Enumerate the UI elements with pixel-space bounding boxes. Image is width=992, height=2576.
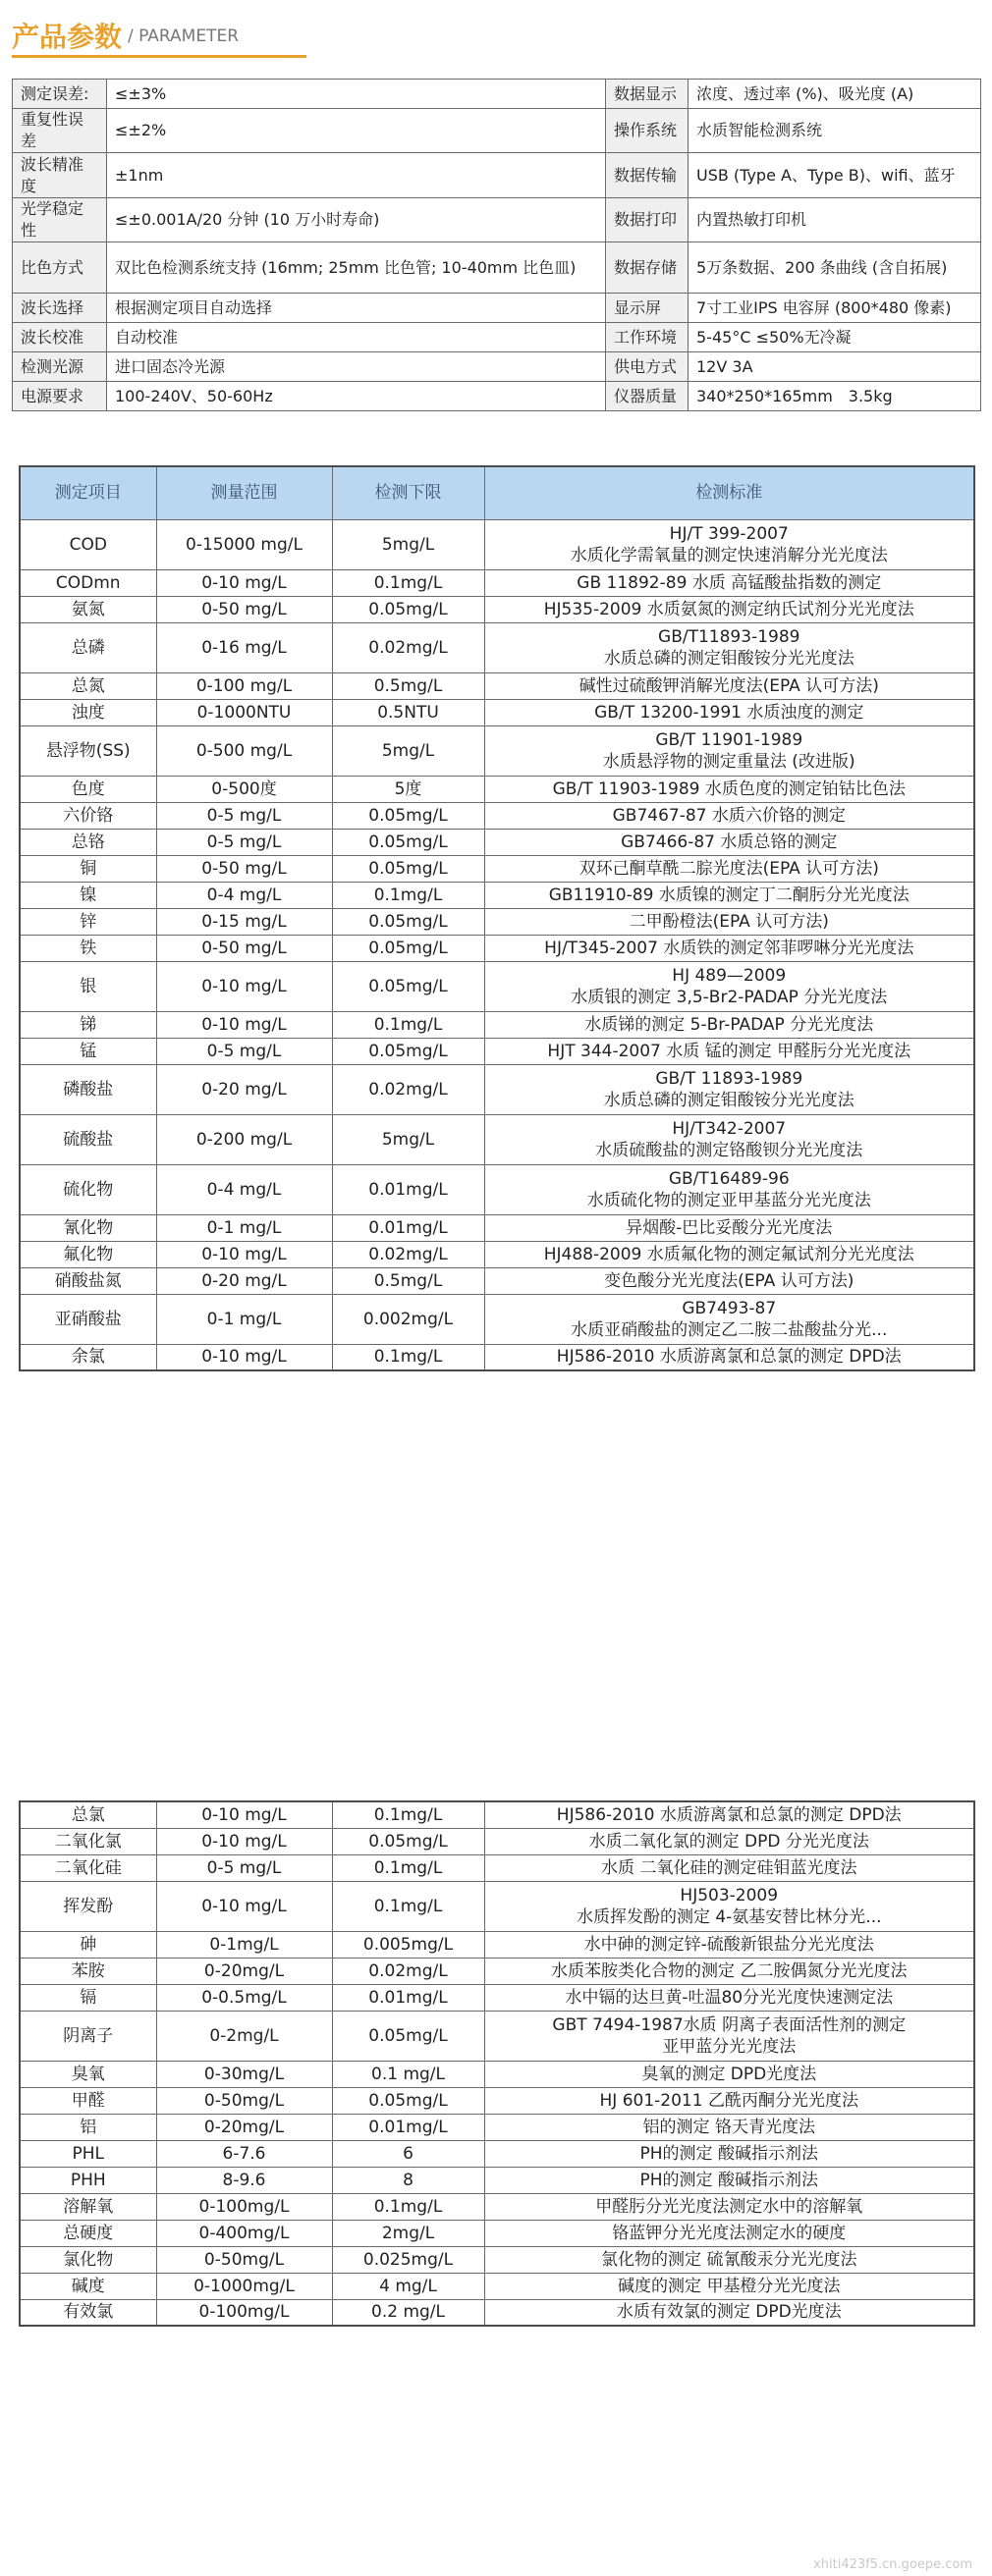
parameter-row xyxy=(13,80,981,109)
measure-range: 0-0.5mg/L xyxy=(156,1984,332,2011)
detection-limit: 0.02mg/L xyxy=(332,622,484,672)
standards-row xyxy=(20,1344,974,1370)
test-standard-line: GB7493-87 xyxy=(682,1298,777,1318)
parameter-value: 5-45°C ≤50%无冷凝 xyxy=(689,323,981,352)
parameter-value: ≤±3% xyxy=(107,80,606,109)
parameter-value: 5万条数据、200 条曲线 (含自拓展) xyxy=(689,242,981,294)
test-standard-line: HJ 489—2009 xyxy=(672,965,787,986)
test-standard-line: 水质亚硝酸盐的测定乙二胺二盐酸盐分光... xyxy=(571,1319,888,1340)
item-name: 余氯 xyxy=(20,1344,156,1370)
detection-limit: 0.01mg/L xyxy=(332,2114,484,2140)
detection-limit: 0.05mg/L xyxy=(332,1038,484,1064)
standards-row xyxy=(20,1214,974,1241)
test-standard xyxy=(484,519,974,569)
standards-row xyxy=(20,2299,974,2326)
standards-row xyxy=(20,1801,974,1828)
parameter-value: ≤±0.001A/20 分钟 (10 万小时寿命) xyxy=(107,198,606,242)
test-standard xyxy=(484,2011,974,2061)
test-standard: 水中镉的达旦黄-吐温80分光光度快速测定法 xyxy=(484,1984,974,2011)
test-standard: HJ535-2009 水质氨氮的测定纳氏试剂分光光度法 xyxy=(484,596,974,622)
standards-row xyxy=(20,1931,974,1958)
measure-range: 0-1000NTU xyxy=(156,699,332,725)
test-standard: 二甲酚橙法(EPA 认可方法) xyxy=(484,908,974,935)
standards-row xyxy=(20,1114,974,1164)
item-name: 总铬 xyxy=(20,829,156,855)
detection-limit: 0.1mg/L xyxy=(332,2193,484,2220)
measure-range: 0-5 mg/L xyxy=(156,1038,332,1064)
test-standard: 甲醛肟分光光度法测定水中的溶解氧 xyxy=(484,2193,974,2220)
test-standard: 双环己酮草酰二腙光度法(EPA 认可方法) xyxy=(484,855,974,882)
standards-table-2 xyxy=(19,1800,975,2327)
test-standard: HJT 344-2007 水质 锰的测定 甲醛肟分光光度法 xyxy=(484,1038,974,1064)
item-name: 总氯 xyxy=(20,1801,156,1828)
parameter-row xyxy=(13,198,981,242)
test-standard-line: GB/T16489-96 xyxy=(668,1168,790,1189)
measure-range: 0-10 mg/L xyxy=(156,569,332,596)
test-standard xyxy=(484,961,974,1011)
standards-row xyxy=(20,882,974,908)
detection-limit: 0.2 mg/L xyxy=(332,2299,484,2326)
test-standard: 水质 二氧化硅的测定硅钼蓝光度法 xyxy=(484,1854,974,1881)
standards-table-1 xyxy=(19,465,975,1371)
detection-limit: 0.002mg/L xyxy=(332,1294,484,1344)
parameter-label: 操作系统 xyxy=(606,109,689,153)
test-standard: GB7466-87 水质总铬的测定 xyxy=(484,829,974,855)
test-standard-line: 水质总磷的测定钼酸铵分光光度法 xyxy=(603,648,854,669)
measure-range: 0-20 mg/L xyxy=(156,1267,332,1294)
measure-range: 0-20mg/L xyxy=(156,1958,332,1984)
detection-limit: 2mg/L xyxy=(332,2220,484,2246)
measure-range: 0-50mg/L xyxy=(156,2246,332,2273)
standards-row xyxy=(20,1164,974,1214)
item-name: 亚硝酸盐 xyxy=(20,1294,156,1344)
item-name: 氨氮 xyxy=(20,596,156,622)
parameter-label: 波长选择 xyxy=(13,294,107,323)
item-name: CODmn xyxy=(20,569,156,596)
detection-limit: 0.025mg/L xyxy=(332,2246,484,2273)
standards-row xyxy=(20,776,974,802)
standards-row xyxy=(20,725,974,776)
detection-limit: 0.05mg/L xyxy=(332,802,484,829)
standards-header-row xyxy=(20,466,974,519)
measure-range: 0-10 mg/L xyxy=(156,1801,332,1828)
standards-row xyxy=(20,1828,974,1854)
detection-limit: 0.05mg/L xyxy=(332,935,484,961)
standards-row xyxy=(20,935,974,961)
test-standard: 水质有效氯的测定 DPD光度法 xyxy=(484,2299,974,2326)
standards-row xyxy=(20,2061,974,2087)
detection-limit: 0.05mg/L xyxy=(332,908,484,935)
test-standard: 氯化物的测定 硫氰酸汞分光光度法 xyxy=(484,2246,974,2273)
item-name: 锌 xyxy=(20,908,156,935)
test-standard: 铬蓝钾分光光度法测定水的硬度 xyxy=(484,2220,974,2246)
detection-limit: 5mg/L xyxy=(332,1114,484,1164)
parameter-value: 340*250*165mm 3.5kg xyxy=(689,382,981,411)
standards-row xyxy=(20,1881,974,1931)
measure-range: 0-100mg/L xyxy=(156,2299,332,2326)
parameter-table xyxy=(12,79,981,411)
measure-range: 0-500 mg/L xyxy=(156,725,332,776)
item-name: 锑 xyxy=(20,1011,156,1038)
standards-row xyxy=(20,1958,974,1984)
item-name: 溶解氧 xyxy=(20,2193,156,2220)
parameter-value: 自动校准 xyxy=(107,323,606,352)
title-en: / PARAMETER xyxy=(128,27,240,46)
parameter-value: 进口固态冷光源 xyxy=(107,352,606,382)
measure-range: 0-500度 xyxy=(156,776,332,802)
item-name: PHL xyxy=(20,2140,156,2167)
test-standard: 水质锑的测定 5-Br-PADAP 分光光度法 xyxy=(484,1011,974,1038)
standards-row xyxy=(20,2167,974,2193)
test-standard: PH的测定 酸碱指示剂法 xyxy=(484,2167,974,2193)
test-standard: 臭氧的测定 DPD光度法 xyxy=(484,2061,974,2087)
parameter-label: 数据存储 xyxy=(606,242,689,294)
measure-range: 0-5 mg/L xyxy=(156,1854,332,1881)
item-name: 二氧化氯 xyxy=(20,1828,156,1854)
detection-limit: 0.1mg/L xyxy=(332,1801,484,1828)
measure-range: 0-50mg/L xyxy=(156,2087,332,2114)
item-name: 挥发酚 xyxy=(20,1881,156,1931)
standards-row xyxy=(20,1241,974,1267)
test-standard: 水质二氧化氯的测定 DPD 分光光度法 xyxy=(484,1828,974,1854)
parameter-label: 波长精准度 xyxy=(13,153,107,198)
parameter-value: ±1nm xyxy=(107,153,606,198)
standards-row xyxy=(20,2273,974,2299)
parameter-row xyxy=(13,352,981,382)
test-standard: HJ586-2010 水质游离氯和总氯的测定 DPD法 xyxy=(484,1344,974,1370)
parameter-label: 数据打印 xyxy=(606,198,689,242)
item-name: 苯胺 xyxy=(20,1958,156,1984)
standards-row xyxy=(20,961,974,1011)
standards-row xyxy=(20,2011,974,2061)
item-name: 色度 xyxy=(20,776,156,802)
standards-row xyxy=(20,1854,974,1881)
standards-row xyxy=(20,519,974,569)
test-standard: GB/T 11903-1989 水质色度的测定铂钴比色法 xyxy=(484,776,974,802)
detection-limit: 0.1mg/L xyxy=(332,1344,484,1370)
test-standard: GB 11892-89 水质 高锰酸盐指数的测定 xyxy=(484,569,974,596)
test-standard xyxy=(484,725,974,776)
item-name: 有效氯 xyxy=(20,2299,156,2326)
item-name: 硫化物 xyxy=(20,1164,156,1214)
detection-limit: 0.1mg/L xyxy=(332,569,484,596)
parameter-value: USB (Type A、Type B)、wifi、蓝牙 xyxy=(689,153,981,198)
test-standard-line: 水质总磷的测定钼酸铵分光光度法 xyxy=(603,1090,854,1110)
parameter-value: 7寸工业IPS 电容屏 (800*480 像素) xyxy=(689,294,981,323)
test-standard: 水质苯胺类化合物的测定 乙二胺偶氮分光光度法 xyxy=(484,1958,974,1984)
test-standard-line: 水质悬浮物的测定重量法 (改进版) xyxy=(602,751,855,772)
parameter-row xyxy=(13,382,981,411)
measure-range: 0-10 mg/L xyxy=(156,1011,332,1038)
parameter-label: 供电方式 xyxy=(606,352,689,382)
test-standard xyxy=(484,1881,974,1931)
item-name: 浊度 xyxy=(20,699,156,725)
parameter-value: 双比色检测系统支持 (16mm; 25mm 比色管; 10-40mm 比色皿) xyxy=(107,242,606,294)
item-name: 铜 xyxy=(20,855,156,882)
detection-limit: 0.5NTU xyxy=(332,699,484,725)
detection-limit: 0.05mg/L xyxy=(332,1828,484,1854)
measure-range: 0-30mg/L xyxy=(156,2061,332,2087)
standards-row xyxy=(20,802,974,829)
measure-range: 0-50 mg/L xyxy=(156,855,332,882)
measure-range: 0-5 mg/L xyxy=(156,802,332,829)
standards-row xyxy=(20,1011,974,1038)
item-name: 铁 xyxy=(20,935,156,961)
item-name: 氯化物 xyxy=(20,2246,156,2273)
measure-range: 0-100mg/L xyxy=(156,2193,332,2220)
test-standard: HJ488-2009 水质氟化物的测定氟试剂分光光度法 xyxy=(484,1241,974,1267)
standards-row xyxy=(20,2220,974,2246)
parameter-value: 水质智能检测系统 xyxy=(689,109,981,153)
item-name: 总磷 xyxy=(20,622,156,672)
standards-row xyxy=(20,569,974,596)
test-standard-line: 水质硫化物的测定亚甲基蓝分光光度法 xyxy=(586,1190,871,1210)
measure-range: 0-200 mg/L xyxy=(156,1114,332,1164)
measure-range: 0-1mg/L xyxy=(156,1931,332,1958)
parameter-label: 电源要求 xyxy=(13,382,107,411)
title-cn: 产品参数 xyxy=(12,21,123,53)
measure-range: 0-1 mg/L xyxy=(156,1294,332,1344)
measure-range: 0-10 mg/L xyxy=(156,961,332,1011)
parameter-label: 波长校准 xyxy=(13,323,107,352)
test-standard: 铝的测定 铬天青光度法 xyxy=(484,2114,974,2140)
test-standard xyxy=(484,1294,974,1344)
detection-limit: 0.01mg/L xyxy=(332,1214,484,1241)
parameter-value: 12V 3A xyxy=(689,352,981,382)
parameter-label: 检测光源 xyxy=(13,352,107,382)
item-name: 阴离子 xyxy=(20,2011,156,2061)
detection-limit: 0.05mg/L xyxy=(332,2087,484,2114)
measure-range: 0-2mg/L xyxy=(156,2011,332,2061)
standards-row xyxy=(20,2246,974,2273)
test-standard: HJ/T345-2007 水质铁的测定邻菲啰啉分光光度法 xyxy=(484,935,974,961)
measure-range: 0-10 mg/L xyxy=(156,1344,332,1370)
detection-limit: 5度 xyxy=(332,776,484,802)
measure-range: 0-1000mg/L xyxy=(156,2273,332,2299)
test-standard: 变色酸分光光度法(EPA 认可方法) xyxy=(484,1267,974,1294)
standards-row xyxy=(20,596,974,622)
measure-range: 6-7.6 xyxy=(156,2140,332,2167)
measure-range: 0-4 mg/L xyxy=(156,1164,332,1214)
test-standard-line: HJ/T342-2007 xyxy=(672,1118,787,1139)
measure-range: 0-5 mg/L xyxy=(156,829,332,855)
parameter-value: 100-240V、50-60Hz xyxy=(107,382,606,411)
detection-limit: 0.1mg/L xyxy=(332,1011,484,1038)
measure-range: 0-50 mg/L xyxy=(156,596,332,622)
item-name: 悬浮物(SS) xyxy=(20,725,156,776)
header-range: 测量范围 xyxy=(156,466,332,519)
test-standard: GB11910-89 水质镍的测定丁二酮肟分光光度法 xyxy=(484,882,974,908)
detection-limit: 0.05mg/L xyxy=(332,961,484,1011)
standards-row xyxy=(20,2087,974,2114)
item-name: 锰 xyxy=(20,1038,156,1064)
item-name: 磷酸盐 xyxy=(20,1064,156,1114)
test-standard-line: GB/T 11901-1989 xyxy=(655,729,803,750)
section-title xyxy=(12,10,306,59)
detection-limit: 0.02mg/L xyxy=(332,1958,484,1984)
standards-row xyxy=(20,672,974,699)
test-standard xyxy=(484,1114,974,1164)
parameter-value: ≤±2% xyxy=(107,109,606,153)
measure-range: 0-15 mg/L xyxy=(156,908,332,935)
detection-limit: 4 mg/L xyxy=(332,2273,484,2299)
parameter-label: 光学稳定性 xyxy=(13,198,107,242)
detection-limit: 0.02mg/L xyxy=(332,1064,484,1114)
standards-row xyxy=(20,699,974,725)
standards-row xyxy=(20,1038,974,1064)
test-standard-line: GBT 7494-1987水质 阴离子表面活性剂的测定 xyxy=(552,2014,907,2035)
test-standard xyxy=(484,622,974,672)
item-name: 六价铬 xyxy=(20,802,156,829)
item-name: 镉 xyxy=(20,1984,156,2011)
header-standard: 检测标准 xyxy=(484,466,974,519)
test-standard xyxy=(484,1164,974,1214)
test-standard-line: 亚甲蓝分光光度法 xyxy=(662,2036,797,2057)
test-standard: 异烟酸-巴比妥酸分光光度法 xyxy=(484,1214,974,1241)
item-name: 总氮 xyxy=(20,672,156,699)
measure-range: 0-400mg/L xyxy=(156,2220,332,2246)
standards-row xyxy=(20,622,974,672)
test-standard-line: 水质挥发酚的测定 4-氨基安替比林分光... xyxy=(576,1906,882,1927)
detection-limit: 8 xyxy=(332,2167,484,2193)
test-standard: GB7467-87 水质六价铬的测定 xyxy=(484,802,974,829)
measure-range: 0-10 mg/L xyxy=(156,1828,332,1854)
detection-limit: 0.1mg/L xyxy=(332,1881,484,1931)
test-standard-line: HJ503-2009 xyxy=(680,1885,779,1905)
detection-limit: 0.01mg/L xyxy=(332,1164,484,1214)
detection-limit: 0.05mg/L xyxy=(332,596,484,622)
parameter-label: 重复性误差 xyxy=(13,109,107,153)
parameter-row xyxy=(13,323,981,352)
standards-row xyxy=(20,2193,974,2220)
watermark: xhiti423f5.cn.goepe.com xyxy=(813,2557,972,2572)
item-name: 臭氧 xyxy=(20,2061,156,2087)
item-name: 硝酸盐氮 xyxy=(20,1267,156,1294)
item-name: 氟化物 xyxy=(20,1241,156,1267)
standards-row xyxy=(20,1064,974,1114)
test-standard: PH的测定 酸碱指示剂法 xyxy=(484,2140,974,2167)
item-name: 二氧化硅 xyxy=(20,1854,156,1881)
measure-range: 0-20 mg/L xyxy=(156,1064,332,1114)
parameter-label: 数据传输 xyxy=(606,153,689,198)
parameter-label: 工作环境 xyxy=(606,323,689,352)
detection-limit: 0.1mg/L xyxy=(332,1854,484,1881)
test-standard-line: 水质硫酸盐的测定铬酸钡分光光度法 xyxy=(595,1140,863,1160)
parameter-label: 仪器质量 xyxy=(606,382,689,411)
standards-row xyxy=(20,829,974,855)
test-standard-line: GB/T11893-1989 xyxy=(658,626,800,647)
item-name: 银 xyxy=(20,961,156,1011)
detection-limit: 0.005mg/L xyxy=(332,1931,484,1958)
test-standard xyxy=(484,1064,974,1114)
test-standard: HJ 601-2011 乙酰丙酮分光光度法 xyxy=(484,2087,974,2114)
detection-limit: 0.1mg/L xyxy=(332,882,484,908)
parameter-label: 显示屏 xyxy=(606,294,689,323)
standards-row xyxy=(20,2140,974,2167)
parameter-label: 比色方式 xyxy=(13,242,107,294)
item-name: COD xyxy=(20,519,156,569)
test-standard: GB/T 13200-1991 水质浊度的测定 xyxy=(484,699,974,725)
test-standard-line: HJ/T 399-2007 xyxy=(669,523,789,544)
parameter-label: 测定误差: xyxy=(13,80,107,109)
detection-limit: 0.5mg/L xyxy=(332,1267,484,1294)
item-name: 碱度 xyxy=(20,2273,156,2299)
parameter-row xyxy=(13,153,981,198)
detection-limit: 6 xyxy=(332,2140,484,2167)
test-standard-line: 水质银的测定 3,5-Br2-PADAP 分光光度法 xyxy=(571,987,888,1007)
measure-range: 0-15000 mg/L xyxy=(156,519,332,569)
test-standard: 碱性过硫酸钾消解光度法(EPA 认可方法) xyxy=(484,672,974,699)
standards-row xyxy=(20,908,974,935)
parameter-label: 数据显示 xyxy=(606,80,689,109)
test-standard: 水中砷的测定锌-硫酸新银盐分光光度法 xyxy=(484,1931,974,1958)
detection-limit: 5mg/L xyxy=(332,519,484,569)
item-name: 氰化物 xyxy=(20,1214,156,1241)
item-name: 镍 xyxy=(20,882,156,908)
measure-range: 0-1 mg/L xyxy=(156,1214,332,1241)
parameter-row xyxy=(13,294,981,323)
header-limit: 检测下限 xyxy=(332,466,484,519)
item-name: 甲醛 xyxy=(20,2087,156,2114)
detection-limit: 5mg/L xyxy=(332,725,484,776)
parameter-value: 根据测定项目自动选择 xyxy=(107,294,606,323)
detection-limit: 0.5mg/L xyxy=(332,672,484,699)
standards-row xyxy=(20,1294,974,1344)
measure-range: 0-16 mg/L xyxy=(156,622,332,672)
measure-range: 0-4 mg/L xyxy=(156,882,332,908)
item-name: 总硬度 xyxy=(20,2220,156,2246)
item-name: 砷 xyxy=(20,1931,156,1958)
item-name: PHH xyxy=(20,2167,156,2193)
item-name: 铝 xyxy=(20,2114,156,2140)
test-standard-line: GB/T 11893-1989 xyxy=(655,1068,803,1089)
item-name: 硫酸盐 xyxy=(20,1114,156,1164)
test-standard: HJ586-2010 水质游离氯和总氯的测定 DPD法 xyxy=(484,1801,974,1828)
parameter-row xyxy=(13,109,981,153)
measure-range: 0-10 mg/L xyxy=(156,1241,332,1267)
detection-limit: 0.1 mg/L xyxy=(332,2061,484,2087)
detection-limit: 0.02mg/L xyxy=(332,1241,484,1267)
test-standard: 碱度的测定 甲基橙分光光度法 xyxy=(484,2273,974,2299)
measure-range: 8-9.6 xyxy=(156,2167,332,2193)
detection-limit: 0.05mg/L xyxy=(332,2011,484,2061)
test-standard-line: 水质化学需氧量的测定快速消解分光光度法 xyxy=(570,545,888,565)
detection-limit: 0.01mg/L xyxy=(332,1984,484,2011)
detection-limit: 0.05mg/L xyxy=(332,855,484,882)
parameter-value: 内置热敏打印机 xyxy=(689,198,981,242)
measure-range: 0-100 mg/L xyxy=(156,672,332,699)
standards-row xyxy=(20,1984,974,2011)
title-underline xyxy=(12,55,306,58)
standards-row xyxy=(20,1267,974,1294)
parameter-row xyxy=(13,242,981,294)
measure-range: 0-10 mg/L xyxy=(156,1881,332,1931)
measure-range: 0-20mg/L xyxy=(156,2114,332,2140)
standards-row xyxy=(20,855,974,882)
measure-range: 0-50 mg/L xyxy=(156,935,332,961)
parameter-value: 浓度、透过率 (%)、吸光度 (A) xyxy=(689,80,981,109)
header-item: 测定项目 xyxy=(20,466,156,519)
standards-row xyxy=(20,2114,974,2140)
detection-limit: 0.05mg/L xyxy=(332,829,484,855)
